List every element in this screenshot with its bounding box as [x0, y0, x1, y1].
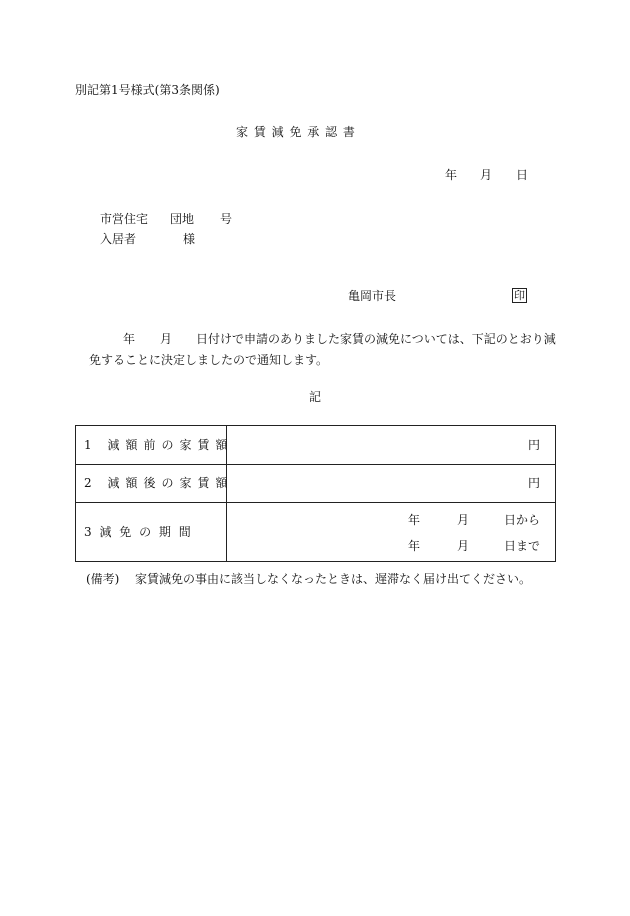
housing-label: 市営住宅 [100, 212, 149, 226]
number-label: 号 [220, 212, 233, 226]
note-label: (備考) [86, 572, 120, 586]
details-table [75, 425, 556, 562]
body-line-2: 免することに決定しましたので通知します。 [89, 353, 329, 367]
period-from-month: 月 [457, 513, 470, 527]
row-divider [76, 502, 555, 503]
row-label-reduction-period: 3 減 免 の 期 間 [84, 525, 193, 539]
body-month-label: 月 [160, 332, 173, 346]
date-month-label: 月 [480, 168, 493, 182]
seal-mark: 印 [514, 289, 525, 302]
body-year-label: 年 [123, 332, 136, 346]
document-title: 家 賃 減 免 承 認 書 [236, 125, 356, 139]
period-to-month: 月 [457, 539, 470, 553]
row-value-unit: 円 [528, 476, 541, 490]
ki-heading: 記 [309, 390, 322, 404]
row-label-pre-reduction-rent: 1 減額前の家賃額 [84, 438, 234, 452]
row-label-post-reduction-rent: 2 減額後の家賃額 [84, 476, 234, 490]
date-day-label: 日 [516, 168, 529, 182]
period-to-day: 日まで [504, 539, 541, 553]
resident-label: 入居者 [100, 232, 137, 246]
period-to-year: 年 [408, 539, 421, 553]
issuer-name: 亀岡市長 [348, 289, 397, 303]
form-code: 別記第1号様式(第3条関係) [75, 83, 220, 97]
row-value-unit: 円 [528, 438, 541, 452]
date-year-label: 年 [445, 168, 458, 182]
honorific: 様 [183, 232, 196, 246]
row-divider [76, 464, 555, 465]
period-from-day: 日から [504, 513, 541, 527]
note-text: 家賃減免の事由に該当しなくなったときは、遅滞なく届け出てください。 [135, 572, 532, 586]
period-from-year: 年 [408, 513, 421, 527]
body-line-1: 日付けで申請のありました家賃の減免については、下記のとおり減 [196, 332, 556, 346]
complex-label: 団地 [170, 212, 195, 226]
